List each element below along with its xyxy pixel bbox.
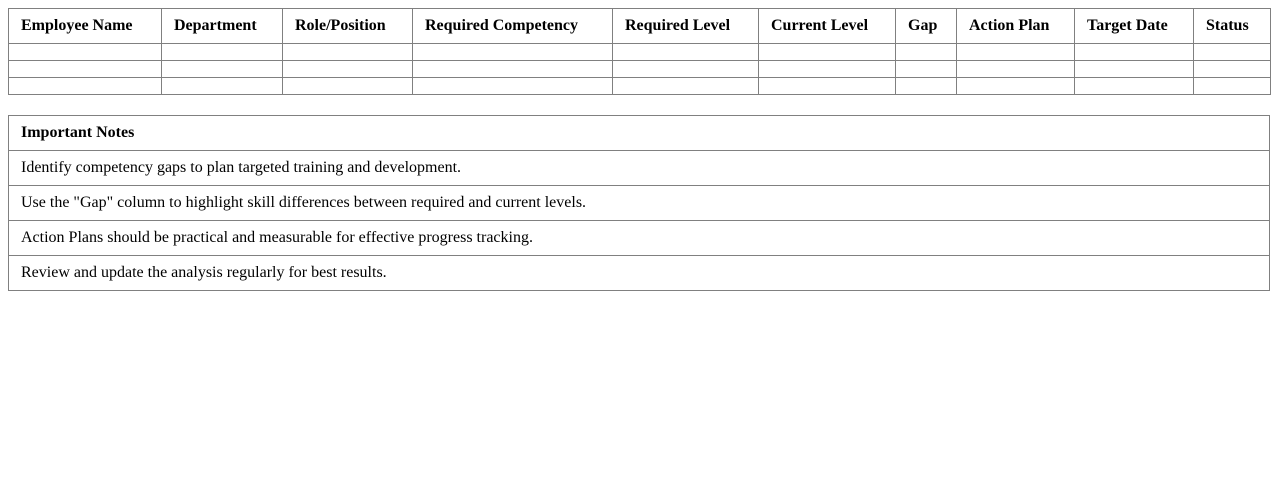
- table-cell[interactable]: [1194, 61, 1271, 78]
- table-cell[interactable]: [759, 44, 896, 61]
- table-cell[interactable]: [1194, 78, 1271, 95]
- table-cell[interactable]: [896, 78, 957, 95]
- table-cell[interactable]: [283, 61, 413, 78]
- header-current-level: Current Level: [759, 9, 896, 44]
- header-role-position: Role/Position: [283, 9, 413, 44]
- table-cell[interactable]: [413, 61, 613, 78]
- note-row: [9, 151, 1270, 186]
- table-cell[interactable]: [9, 78, 162, 95]
- table-cell[interactable]: [957, 78, 1075, 95]
- header-required-level: Required Level: [613, 9, 759, 44]
- table-cell[interactable]: [9, 44, 162, 61]
- header-gap: Gap: [896, 9, 957, 44]
- table-cell[interactable]: [759, 78, 896, 95]
- table-cell[interactable]: [957, 61, 1075, 78]
- note-item: Action Plans should be practical and measurable for effective progress tracking.: [9, 221, 1270, 256]
- table-cell[interactable]: [896, 61, 957, 78]
- table-cell[interactable]: [1075, 44, 1194, 61]
- table-cell[interactable]: [896, 44, 957, 61]
- table-cell[interactable]: [957, 44, 1075, 61]
- table-cell[interactable]: [1194, 44, 1271, 61]
- note-row: [9, 221, 1270, 256]
- table-cell[interactable]: [613, 44, 759, 61]
- note-item: Review and update the analysis regularly for best results.: [9, 256, 1270, 291]
- header-department: Department: [162, 9, 283, 44]
- note-item: Use the "Gap" column to highlight skill differences between required and current levels.: [9, 186, 1270, 221]
- table-cell[interactable]: [1075, 61, 1194, 78]
- notes-header-row: [9, 116, 1270, 151]
- table-cell[interactable]: [9, 61, 162, 78]
- table-row: [9, 61, 1271, 78]
- competency-gap-table: [8, 8, 1271, 95]
- table-cell[interactable]: [413, 78, 613, 95]
- page-content: [8, 8, 1270, 291]
- header-employee-name: Employee Name: [9, 9, 162, 44]
- header-status: Status: [1194, 9, 1271, 44]
- note-row: [9, 186, 1270, 221]
- table-cell[interactable]: [1075, 78, 1194, 95]
- table-cell[interactable]: [283, 44, 413, 61]
- table-row: [9, 78, 1271, 95]
- table-cell[interactable]: [162, 61, 283, 78]
- table-cell[interactable]: [613, 78, 759, 95]
- table-cell[interactable]: [759, 61, 896, 78]
- header-target-date: Target Date: [1075, 9, 1194, 44]
- table-cell[interactable]: [613, 61, 759, 78]
- header-required-competency: Required Competency: [413, 9, 613, 44]
- table-cell[interactable]: [162, 78, 283, 95]
- header-action-plan: Action Plan: [957, 9, 1075, 44]
- important-notes-table: [8, 115, 1270, 291]
- note-item: Identify competency gaps to plan targeted training and development.: [9, 151, 1270, 186]
- table-header-row: [9, 9, 1271, 44]
- table-cell[interactable]: [413, 44, 613, 61]
- notes-title: Important Notes: [9, 116, 1270, 151]
- table-cell[interactable]: [162, 44, 283, 61]
- table-cell[interactable]: [283, 78, 413, 95]
- note-row: [9, 256, 1270, 291]
- table-row: [9, 44, 1271, 61]
